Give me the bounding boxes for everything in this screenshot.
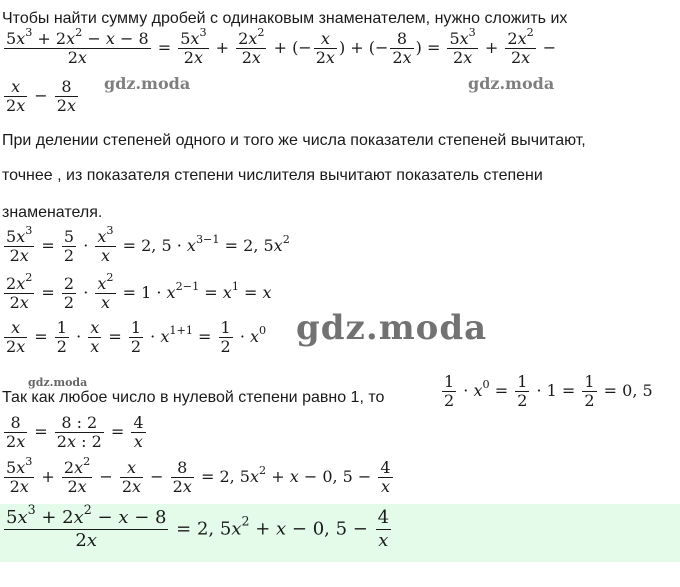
equation-sum-split: $\frac{5x^3 + 2x^2 - x - 8}{2x}$ = $\frac{5x^3}{2x}$ + $\frac{2x^2}{2x}$ + (− $\frac{x}{2x}$ ) + (− $\frac{8}{2x}$ ) = $\frac{5x^3}{2x}$ + $\frac{2x^2}{2x}$ − (6, 26, 557, 67)
watermark: gdz.moda (28, 376, 88, 389)
equation-term-1: $\frac{5x^3}{2x}$ = $\frac{5}{2}$ · $\frac{x^3}{x}$ = 2, $5 \cdot x^{3-1} = 2$, $5x^2$ (6, 224, 290, 265)
equation-zero-power: $\frac{1}{2}$ · $x^0$ = $\frac{1}{2}$ · 1 = $\frac{1}{2}$ = 0, 5 (444, 372, 653, 410)
equation-term-3: $\frac{x}{2x}$ = $\frac{1}{2}$ · $\frac{x}{x}$ = $\frac{1}{2}$ · $x^{1+1}$ = $\frac{1}{2}$ · $x^0$ (6, 318, 267, 356)
intro-text: Чтобы найти сумму дробей с одинаковым знаменателем, нужно сложить их (2, 10, 568, 27)
rule-text-line-1: При делении степеней одного и того же числа показатели степеней вычитают, (2, 132, 586, 149)
equation-term-2: $\frac{2x^2}{2x}$ = $\frac{2}{2}$ · $\frac{x^2}{x}$ = $1 \cdot x^{2-1} = x^1 = x$ (6, 271, 272, 312)
watermark: gdz.moda (104, 74, 191, 93)
equation-final-answer: $\frac{5x^3 + 2x^2 - x - 8}{2x}$ = 2, $5x^2 + x - 0$, 5 − $\frac{4}{x}$ (6, 502, 390, 551)
equation-combined: $\frac{5x^3}{2x}$ + $\frac{2x^2}{2x}$ − $\frac{x}{2x}$ − $\frac{8}{2x}$ = 2, $5x^2 + x - 0$, 5 − $\frac{4}{x}$ (6, 455, 391, 496)
rule-text-line-2: точнее , из показателя степени числителя вычитают показатель степени (2, 167, 543, 184)
equation-sum-split-continued: $\frac{x}{2x}$ − $\frac{8}{2x}$ (6, 77, 77, 115)
watermark: gdz.moda (296, 308, 488, 348)
equation-term-4: $\frac{8}{2x}$ = $\frac{8 : 2}{2x : 2}$ = $\frac{4}{x}$ (6, 413, 144, 451)
rule-text-line-3: знаменателя. (2, 204, 103, 221)
zero-power-text: Так как любое число в нулевой степени равно 1, то (2, 389, 385, 406)
watermark: gdz.moda (468, 74, 555, 93)
